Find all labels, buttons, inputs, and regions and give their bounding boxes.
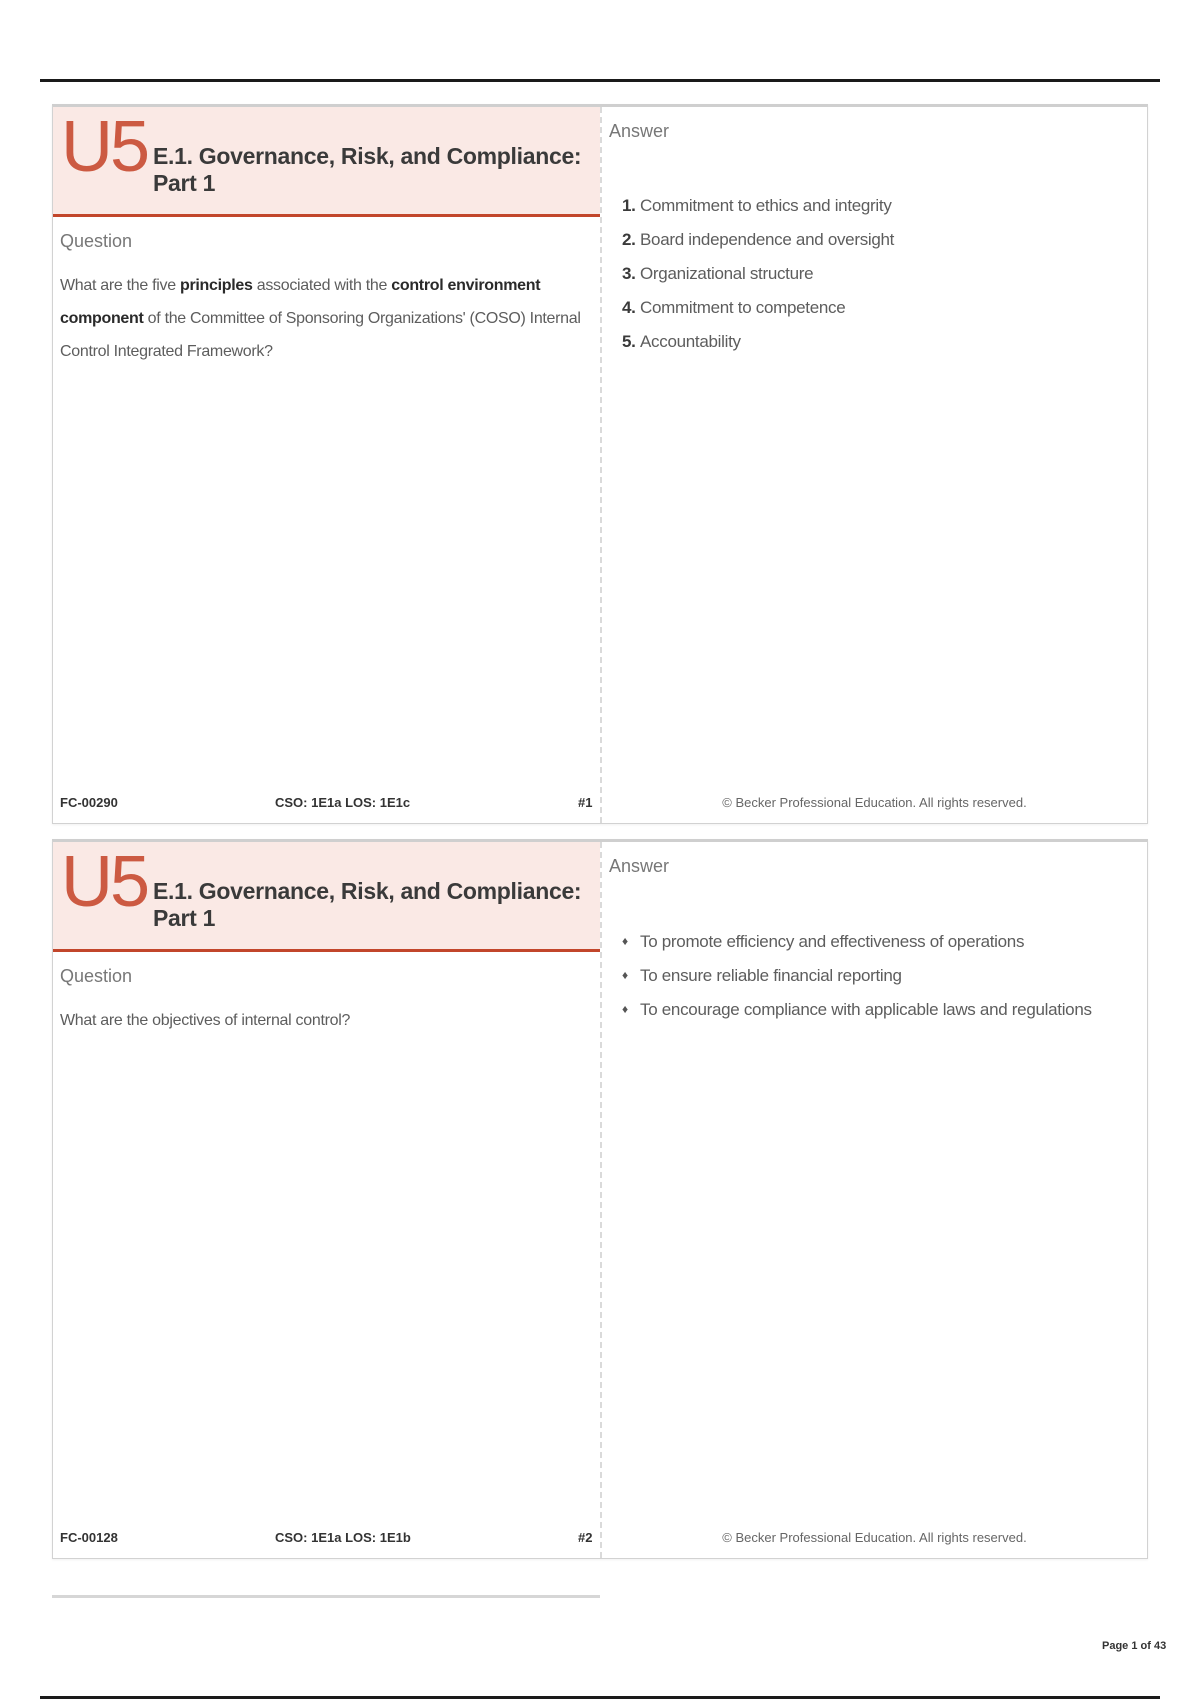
flashcard-1 <box>52 104 1148 824</box>
diamond-bullet-icon: ♦ <box>622 934 628 948</box>
answer-text: To encourage compliance with applicable laws and regulations <box>640 1000 1092 1019</box>
question-keyword: principles <box>180 277 253 294</box>
card-id: FC-00128 <box>60 1530 118 1545</box>
answer-item <box>622 924 1092 958</box>
answer-text: Accountability <box>640 332 741 351</box>
answer-label: Answer <box>609 856 670 876</box>
question-side <box>53 842 600 1558</box>
answer-list <box>622 189 894 359</box>
unit-badge: U5 <box>61 107 148 187</box>
question-text <box>60 1004 590 1037</box>
answer-text: Board independence and oversight <box>640 230 895 249</box>
card-header <box>53 842 600 952</box>
unit-badge: U5 <box>61 842 148 922</box>
topic-title: E.1. Governance, Risk, and Compliance: Part 1 <box>153 878 582 931</box>
bottom-rule <box>40 1696 1160 1699</box>
answer-text: Organizational structure <box>640 264 814 283</box>
card-id: FC-00290 <box>60 795 118 810</box>
answer-side <box>602 842 1147 1558</box>
diamond-bullet-icon: ♦ <box>622 968 628 982</box>
question-side <box>53 107 600 823</box>
cso-los: CSO: 1E1a LOS: 1E1b <box>275 1530 411 1545</box>
card-number: #2 <box>578 1530 593 1545</box>
answer-item <box>622 958 1092 992</box>
answer-item <box>622 992 1092 1026</box>
answer-item <box>622 189 894 223</box>
answer-number: 5. <box>622 332 636 351</box>
answer-number: 4. <box>622 298 636 317</box>
answer-text: Commitment to ethics and integrity <box>640 196 892 215</box>
answer-number: 2. <box>622 230 636 249</box>
answer-list <box>622 924 1092 1026</box>
answer-text: To promote efficiency and effectiveness of operations <box>640 932 1025 951</box>
card-number: #1 <box>578 795 593 810</box>
answer-text: Commitment to competence <box>640 298 846 317</box>
question-segment: What are the objectives of internal control? <box>60 1012 351 1029</box>
flashcard-2 <box>52 839 1148 1559</box>
answer-number: 1. <box>622 196 636 215</box>
card-header <box>53 107 600 217</box>
top-rule <box>40 79 1160 82</box>
diamond-bullet-icon: ♦ <box>622 1002 628 1016</box>
next-card-edge <box>52 1595 600 1598</box>
answer-item <box>622 257 894 291</box>
question-keyword: control environment component <box>60 277 541 327</box>
answer-label: Answer <box>609 121 670 141</box>
answer-side <box>602 107 1147 823</box>
topic-title: E.1. Governance, Risk, and Compliance: Part 1 <box>153 143 582 196</box>
question-segment: What are the five <box>60 277 180 294</box>
question-label: Question <box>60 231 133 251</box>
question-segment: associated with the <box>252 277 392 294</box>
answer-text: To ensure reliable financial reporting <box>640 966 902 985</box>
answer-item <box>622 291 894 325</box>
answer-item <box>622 325 894 359</box>
copyright: © Becker Professional Education. All rights reserved. <box>722 795 1027 810</box>
cso-los: CSO: 1E1a LOS: 1E1c <box>275 795 411 810</box>
question-text <box>60 269 590 368</box>
copyright: © Becker Professional Education. All rights reserved. <box>722 1530 1027 1545</box>
answer-number: 3. <box>622 264 636 283</box>
question-label: Question <box>60 966 133 986</box>
page-number: Page 1 of 43 <box>1102 1640 1167 1652</box>
answer-item <box>622 223 894 257</box>
question-segment: of the Committee of Sponsoring Organizations' (COSO) Internal Control Integrated Framework? <box>60 310 581 360</box>
